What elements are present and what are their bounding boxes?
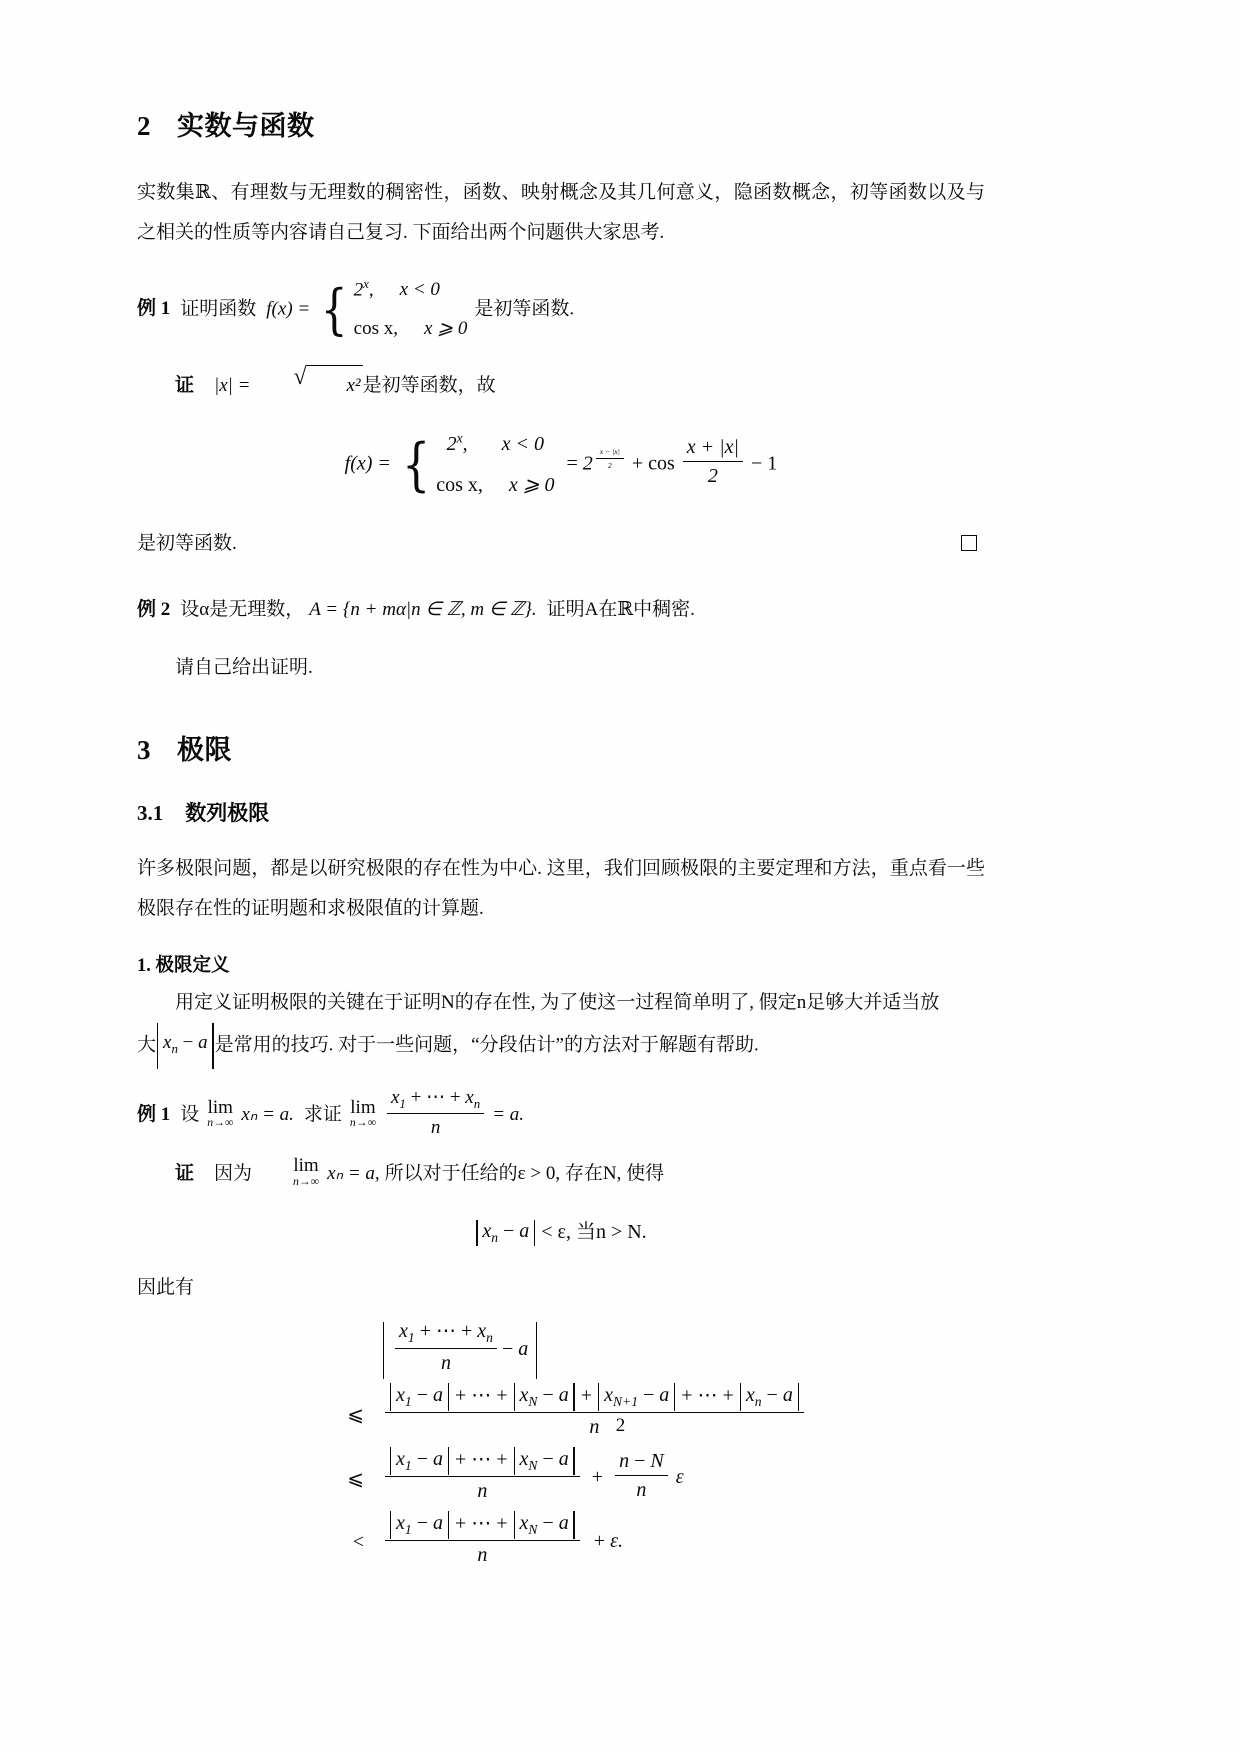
para-b-pre: 大 xyxy=(137,1034,157,1056)
piecewise-cases-inline xyxy=(317,271,467,349)
qed-box xyxy=(961,535,977,551)
limit-definition-para-a: 用定义证明极限的关键在于证明N的存在性, 为了使这一过程简单明了, 假定n足够大并适当放 xyxy=(175,992,940,1014)
lim-sub-2: n→∞ xyxy=(349,1116,376,1130)
exponent-numerator: x − |x| xyxy=(596,447,624,459)
subsection-3-1-title: 数列极限 xyxy=(185,801,270,826)
limit-operator-2 xyxy=(350,1098,376,1131)
exponent-fraction xyxy=(596,447,624,470)
abs-xn-minus-a-display: $x_n - a$ xyxy=(475,1220,536,1246)
example-2-1-prefix: 证明函数 xyxy=(180,298,257,320)
sqrt-expression: √ x² xyxy=(255,365,362,406)
chain-frac-2 xyxy=(385,1447,580,1504)
display-case-1-condition: x < 0 xyxy=(501,433,545,456)
case-1-value: 2 xyxy=(353,279,364,301)
chain-frac-2b-den: n xyxy=(636,1478,647,1501)
chain-row-3 xyxy=(322,1514,985,1571)
lim-body-1: xₙ = a. xyxy=(241,1104,294,1126)
display-epsilon-condition xyxy=(137,1215,985,1246)
cesaro-numerator: $x_1$ + ⋯ + $x_n$ xyxy=(387,1086,484,1114)
example-2-2-setdef: A = {n + mα|n ∈ ℤ, m ∈ ℤ}. xyxy=(309,599,537,621)
qed-symbol xyxy=(961,526,977,566)
chain-frac-0-den: n xyxy=(440,1352,451,1375)
abs-x-equals: |x| = xyxy=(214,375,251,397)
example-2-1-conclusion-row xyxy=(137,524,985,564)
chain-frac-2-den: n xyxy=(477,1480,488,1503)
sqrt-radicand: x² xyxy=(306,365,362,406)
subsection-3-1-heading xyxy=(137,797,985,827)
para-b-post: 是常用的技巧. 对于一些问题，“分段估计”的方法对于解题有帮助. xyxy=(214,1034,759,1056)
chain-epsilon-2: ε xyxy=(675,1466,684,1489)
chain-frac-3 xyxy=(385,1511,580,1568)
page-number: 2 xyxy=(615,1415,626,1436)
limit-operator-1 xyxy=(207,1098,233,1131)
abs-xn-minus-a: $x_n - a$ xyxy=(156,1023,215,1069)
lim-main-1: lim xyxy=(207,1096,233,1118)
chain-rel-3: < xyxy=(352,1531,364,1554)
limit-operator-3 xyxy=(255,1156,319,1189)
lim-main-2: lim xyxy=(350,1096,376,1118)
case-1-exponent: x xyxy=(363,276,369,291)
example-2-1-label: 例 1 xyxy=(137,298,171,320)
case-2-value: cos x, xyxy=(353,318,398,340)
case-row-2 xyxy=(354,310,468,349)
example-3-1-set: 设 xyxy=(180,1104,200,1126)
cesaro-fraction xyxy=(387,1086,484,1140)
cos-frac-denominator: 2 xyxy=(707,465,718,488)
chain-frac-0-num: $x_1$ + ⋯ + $x_n$ xyxy=(395,1319,497,1349)
display-lhs: f(x) = xyxy=(344,452,391,475)
example-2-2-text2: 证明A在ℝ中稠密. xyxy=(546,599,695,621)
cesaro-denominator: n xyxy=(430,1117,441,1139)
chain-row-0 xyxy=(322,1322,985,1379)
chain-frac-1-num: $x_1 - a$ + ⋯ + $x_N - a + x_{N+1} - a$ + ⋯ + $x_n - a$ xyxy=(385,1383,804,1413)
proof-mid-3: xₙ = a, xyxy=(327,1162,380,1184)
chain-expr-2: $\frac{x_1 - a + \cdots + x_N - a}{n}$ + $\frac{n - N}{n}$ ε xyxy=(382,1450,684,1507)
limit-definition-heading: 1. 极限定义 xyxy=(137,956,230,977)
proof-line-post: 是初等函数，故 xyxy=(362,375,496,397)
subsection-3-1-intro: 许多极限问题，都是以研究极限的存在性为中心. 这里，我们回顾极限的主要定理和方法，重点看一些极限存在性的证明题和求极限值的计算题. xyxy=(137,858,985,920)
section-3-number: 3 xyxy=(137,735,151,766)
display-plus-cos: + cos xyxy=(631,452,675,475)
example-2-1-conclusion: 是初等函数. xyxy=(137,533,237,555)
section-2-number: 2 xyxy=(137,111,151,141)
cos-argument-fraction xyxy=(683,435,743,489)
example-2-1 xyxy=(137,271,985,349)
example-3-1-qiuzheng: 求证 xyxy=(303,1104,342,1126)
section-2-intro: 实数集ℝ、有理数与无理数的稠密性，函数、映射概念及其几何意义，隐函数概念，初等函数以及与之相关的性质等内容请自己复习. 下面给出两个问题供大家思考. xyxy=(137,182,985,243)
lim-sub-3: n→∞ xyxy=(293,1174,320,1188)
chain-row-2 xyxy=(322,1450,985,1507)
display-case-2-value: cos x, xyxy=(436,474,483,497)
lim-sub-1: n→∞ xyxy=(207,1116,234,1130)
therefore-text: 因此有 xyxy=(137,1277,195,1299)
case-1-condition: x < 0 xyxy=(399,279,440,301)
chain-frac-1-den: n xyxy=(589,1416,600,1439)
cesaro-result: = a. xyxy=(492,1104,525,1126)
section-3-title: 极限 xyxy=(177,735,232,766)
chain-frac-3-num: $x_1 - a$ + ⋯ + $x_N - a$ xyxy=(385,1511,580,1541)
example-2-2-text1: 设α是无理数， xyxy=(180,599,305,621)
lim-main-3: lim xyxy=(293,1154,319,1176)
section-3-heading xyxy=(137,728,985,767)
chain-frac-3-den: n xyxy=(477,1544,488,1567)
display-equation-piecewise xyxy=(137,424,985,506)
cos-frac-numerator: x + |x| xyxy=(683,435,743,462)
chain-rel-2: ⩽ xyxy=(347,1468,364,1491)
display-minus-one: − 1 xyxy=(751,452,778,475)
case-row-1: 2$^x$, x < 0 xyxy=(354,271,468,310)
chain-frac-2b xyxy=(615,1449,668,1503)
display-case-2-condition: x ⩾ 0 xyxy=(508,474,555,497)
display-case-row-2 xyxy=(436,465,554,506)
inequality-chain xyxy=(137,1322,985,1571)
chain-frac-2-num: $x_1 - a$ + ⋯ + $x_N - a$ xyxy=(385,1447,580,1477)
display-case-row-1: 2$^x$, x < 0 xyxy=(436,424,554,465)
function-name: f(x) = xyxy=(266,298,311,320)
example-2-1-suffix: 是初等函数. xyxy=(474,298,575,320)
example-2-2-proof-note: 请自己给出证明. xyxy=(175,657,313,679)
example-3-1-label: 例 1 xyxy=(137,1104,171,1126)
epsilon-condition-rest: < ε, 当n > N. xyxy=(541,1220,647,1243)
proof-pre-3: 因为 xyxy=(214,1162,253,1184)
piecewise-cases-display xyxy=(398,424,555,506)
display-base: 2 xyxy=(582,452,593,475)
abs-cesaro-minus-a: $\frac{x_1 + \cdots + x_n}{n}$ − a xyxy=(382,1322,538,1379)
section-2-title: 实数与函数 xyxy=(177,111,315,141)
subsection-3-1-number: 3.1 xyxy=(137,801,164,826)
left-brace-display: { xyxy=(401,431,431,498)
chain-expr-0 xyxy=(382,1322,538,1379)
chain-expr-3: $\frac{x_1 - a + \cdots + x_N - a}{n}$ + ε. xyxy=(382,1514,623,1571)
chain-epsilon-3: ε. xyxy=(610,1530,623,1553)
display-equals: = xyxy=(566,452,578,475)
example-2-2-label: 例 2 xyxy=(137,599,171,621)
chain-frac-2b-num: n − N xyxy=(615,1449,668,1476)
display-case-1-value: 2 xyxy=(446,433,457,456)
example-2-1-proof-line xyxy=(137,365,985,406)
left-brace: { xyxy=(321,277,348,341)
example-3-1-proof-line xyxy=(137,1154,985,1191)
limit-definition-para-b xyxy=(137,1023,985,1069)
example-3-1 xyxy=(137,1089,985,1143)
section-2-heading xyxy=(137,104,985,143)
example-2-2 xyxy=(137,590,985,630)
chain-rel-1: ⩽ xyxy=(347,1404,364,1427)
exponent-denominator: 2 xyxy=(607,460,612,470)
page-content xyxy=(137,104,985,1581)
proof-label-3: 证 xyxy=(175,1162,195,1184)
case-2-condition: x ⩾ 0 xyxy=(424,318,468,340)
proof-label: 证 xyxy=(175,375,195,397)
chain-frac-0 xyxy=(395,1319,497,1376)
display-case-1-exponent: x xyxy=(456,430,463,446)
proof-post-3: 所以对于任给的ε > 0, 存在N, 使得 xyxy=(384,1162,665,1184)
